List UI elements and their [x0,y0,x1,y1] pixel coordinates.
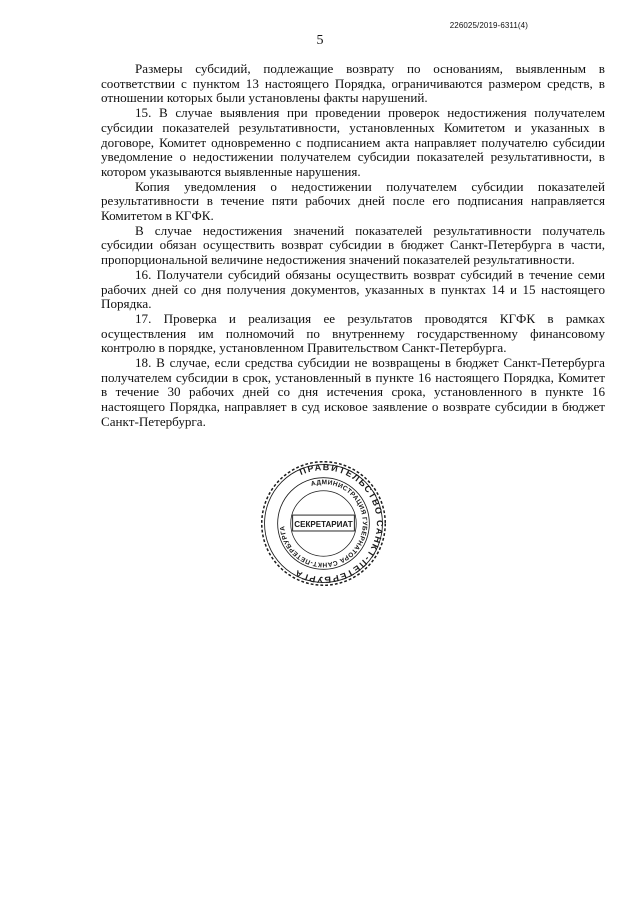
seal-inner-text: АДМИНИСТРАЦИЯ ГУБЕРНАТОРА САНКТ-ПЕТЕРБУРГА [279,479,368,568]
official-seal [258,458,389,589]
seal-outer-text: ПРАВИТЕЛЬСТВО САНКТ-ПЕТЕРБУРГА [292,462,385,585]
document-body [101,62,605,430]
paragraph-refund-size: Размеры субсидий, подлежащие возврату по основаниям, выявленным в соответствии с пунктом 13 настоящего Порядка, ограничиваются размером средств, в отношении которых были установлены факты нарушений. [101,61,605,106]
document-id: 226025/2019-6311(4) [449,21,528,30]
paragraph-16: 16. Получатели субсидий обязаны осуществить возврат субсидий в течение семи рабочих дней со дня получения документов, указанных в пунктах 14 и 15 настоящего Порядка. [101,266,605,312]
paragraph-17: 17. Проверка и реализация ее результатов проводятся КГФК в рамках осуществления им полномочий по внутреннему государственному финансовому контролю в порядке, установленном Правительством Санкт-Петербурга. [101,310,605,356]
paragraph-15: 15. В случае выявления при проведении проверок недостижения получателем субсидии показателей результативности, установленных Комитетом и указанных в договоре, Комитет одновременно с подписанием акта направляет получателю субсидии уведомление о недостижении получателем субсидии показателей результативности, в котором указываются выявленные нарушения. [101,105,605,179]
paragraph-shortfall-refund: В случае недостижения значений показателей результативности получатель субсидии обязан осуществить возврат субсидии в бюджет Санкт-Петербурга в части, пропорциональной величине недостижения значений показателей результативности. [101,222,605,268]
seal-center-text: СЕКРЕТАРИАТ [294,519,353,529]
page-number: 5 [316,33,324,48]
paragraph-notice-copy: Копия уведомления о недостижении получателем субсидии показателей результативности в течение пяти рабочих дней после его подписания направляется Комитетом в КГФК. [101,178,605,224]
paragraph-18: 18. В случае, если средства субсидии не возвращены в бюджет Санкт-Петербурга получателем субсидии в срок, установленный в пункте 16 настоящего Порядка, Комитет в течение 30 рабочих дней со дня истечения срока, установленного в пункте 16 настоящего Порядка, направляет в суд исковое заявление о возврате субсидии в бюджет Санкт-Петербурга. [101,355,605,429]
